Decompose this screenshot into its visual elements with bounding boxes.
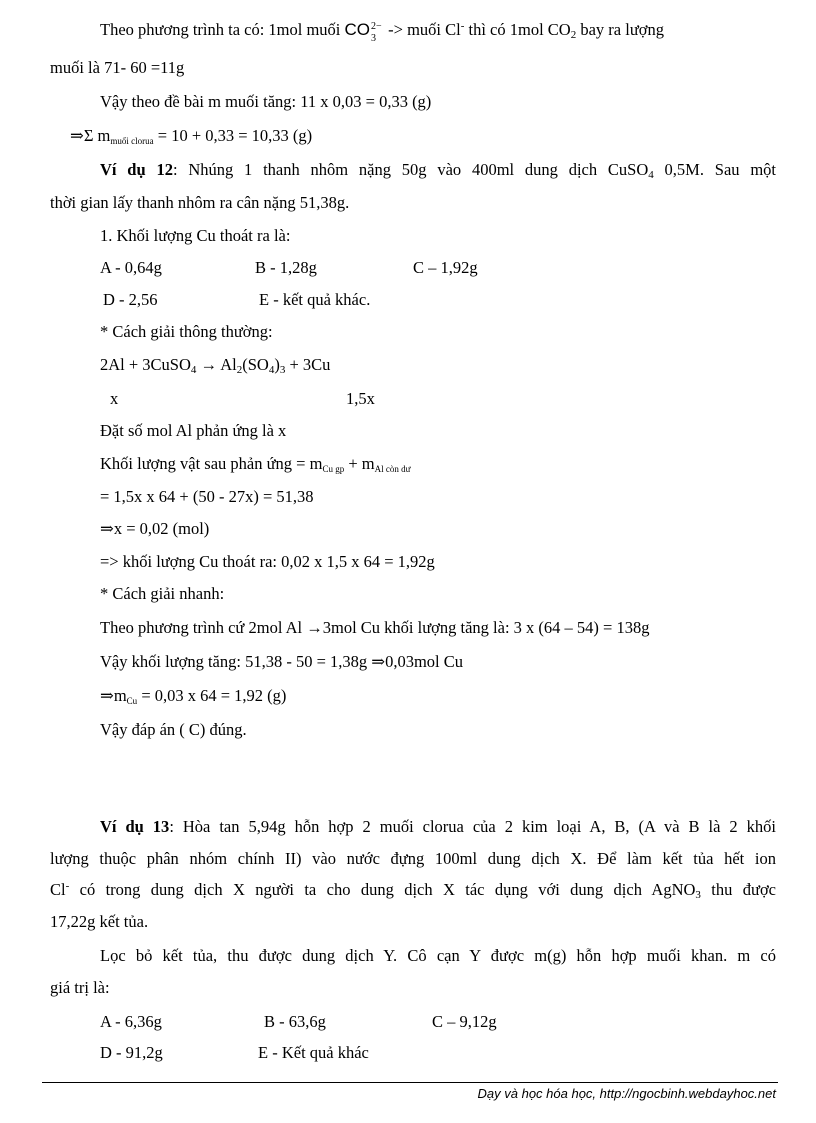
- ex13-option-e: E - Kết quả khác: [258, 1043, 369, 1062]
- subscript: 2: [570, 29, 577, 41]
- footer-text: Dạy và học hóa học, http://ngocbinh.webdayhoc.net: [477, 1086, 776, 1101]
- subscript: 3: [371, 33, 377, 45]
- text: 2Al + 3CuSO: [100, 355, 191, 374]
- fast-line-3: [100, 686, 286, 706]
- example-13-line-3: [50, 880, 776, 900]
- subscript: 4: [190, 364, 197, 376]
- example-label: Ví dụ 13: [100, 817, 170, 836]
- text-line-3: Vậy theo đề bài m muối tăng: 11 x 0,03 = 0,33 (g): [100, 92, 432, 111]
- mole-row-15x: 1,5x: [346, 389, 375, 408]
- text: -> muối Cl: [388, 20, 461, 39]
- example-12-line-2: thời gian lấy thanh nhôm ra cân nặng 51,38g.: [50, 193, 350, 212]
- text: → Al: [196, 355, 237, 374]
- subscript: 3: [279, 364, 286, 376]
- subscript: 2: [236, 364, 243, 376]
- option-d: D - 2,56: [103, 290, 158, 309]
- calc-line-1: = 1,5x x 64 + (50 - 27x) = 51,38: [100, 487, 314, 506]
- example-13-line-1: [100, 817, 776, 837]
- superscript: -: [65, 880, 70, 892]
- subscript: 3: [695, 889, 701, 901]
- text: ⇒Σ m: [70, 126, 111, 145]
- text: có trong dung dịch X người ta cho dung dịch X tác dụng với dung dịch AgNO: [69, 880, 696, 899]
- fast-line-2: Vậy khối lượng tăng: 51,38 - 50 = 1,38g ⇒0,03mol Cu: [100, 652, 463, 671]
- subscript: 4: [268, 364, 275, 376]
- charge-stack: [370, 21, 384, 45]
- text-line-2: muối là 71- 60 =11g: [50, 58, 185, 77]
- option-b: B - 1,28g: [255, 258, 317, 277]
- question-1: 1. Khối lượng Cu thoát ra là:: [100, 226, 291, 245]
- mass-line: [100, 454, 410, 474]
- text-line-4: [70, 126, 312, 146]
- text: thì có 1mol CO: [464, 20, 571, 39]
- ex13-option-c: C – 9,12g: [432, 1012, 497, 1031]
- text: + m: [344, 454, 375, 473]
- text: bay ra lượng: [576, 20, 664, 39]
- mole-row-x: x: [110, 389, 119, 408]
- example-13-p2-line-1: Lọc bỏ kết tủa, thu được dung dịch Y. Cô cạn Y được m(g) hỗn hợp muối khan. m có: [100, 946, 776, 965]
- fast-line-1: Theo phương trình cứ 2mol Al →3mol Cu khối lượng tăng là: 3 x (64 – 54) = 138g: [100, 618, 650, 637]
- method-normal-heading: * Cách giải thông thường:: [100, 322, 273, 341]
- text: : Nhúng 1 thanh nhôm nặng 50g vào 400ml dung dịch CuSO: [172, 160, 649, 179]
- option-e: E - kết quả khác.: [259, 290, 371, 309]
- option-c: C – 1,92g: [413, 258, 478, 277]
- charge: 2−: [371, 21, 382, 33]
- text: = 10 + 0,33 = 10,33 (g): [153, 126, 313, 145]
- text: + 3Cu: [285, 355, 331, 374]
- subscript: 4: [648, 169, 654, 181]
- set-mol-line: Đặt số mol Al phản ứng là x: [100, 421, 287, 440]
- example-label: Ví dụ 12: [100, 160, 173, 179]
- text: Theo phương trình ta có: 1mol muối: [100, 20, 341, 39]
- reaction-equation: [100, 355, 330, 375]
- subscript: Al còn dư: [374, 464, 411, 474]
- example-13-line-4: 17,22g kết tủa.: [50, 912, 149, 931]
- superscript: -: [460, 20, 465, 32]
- ex13-option-a: A - 6,36g: [100, 1012, 162, 1031]
- text: thu được: [700, 880, 776, 899]
- calc-line-2: ⇒x = 0,02 (mol): [100, 519, 210, 538]
- example-13-line-2: lượng thuộc phân nhóm chính II) vào nước đựng 100ml dung dịch X. Để làm kết tủa hết ion: [50, 849, 776, 868]
- answer-line: Vậy đáp án ( C) đúng.: [100, 720, 247, 739]
- subscript: muối clorua: [110, 136, 154, 146]
- ex13-option-b: B - 63,6g: [264, 1012, 326, 1031]
- text: ): [274, 355, 280, 374]
- text: ⇒m: [100, 686, 127, 705]
- text: Cl: [50, 880, 66, 899]
- footer-divider: [42, 1082, 778, 1083]
- text: : Hòa tan 5,94g hỗn hợp 2 muối clorua của 2 kim loại A, B, (A và B là 2 khối: [169, 817, 776, 836]
- subscript: Cu: [126, 696, 138, 706]
- text-line-1: [100, 20, 664, 45]
- ex13-option-d: D - 91,2g: [100, 1043, 163, 1062]
- text: 0,5M. Sau một: [653, 160, 776, 179]
- text: = 0,03 x 64 = 1,92 (g): [137, 686, 287, 705]
- subscript: Cu gp: [322, 464, 345, 474]
- example-13-p2-line-2: giá trị là:: [50, 978, 110, 997]
- option-a: A - 0,64g: [100, 258, 162, 277]
- formula-co3: CO: [344, 20, 371, 39]
- calc-line-3: => khối lượng Cu thoát ra: 0,02 x 1,5 x 64 = 1,92g: [100, 552, 435, 571]
- method-fast-heading: * Cách giải nhanh:: [100, 584, 225, 603]
- example-12-line-1: [100, 160, 776, 180]
- text: Khối lượng vật sau phản ứng = m: [100, 454, 323, 473]
- text: (SO: [242, 355, 269, 374]
